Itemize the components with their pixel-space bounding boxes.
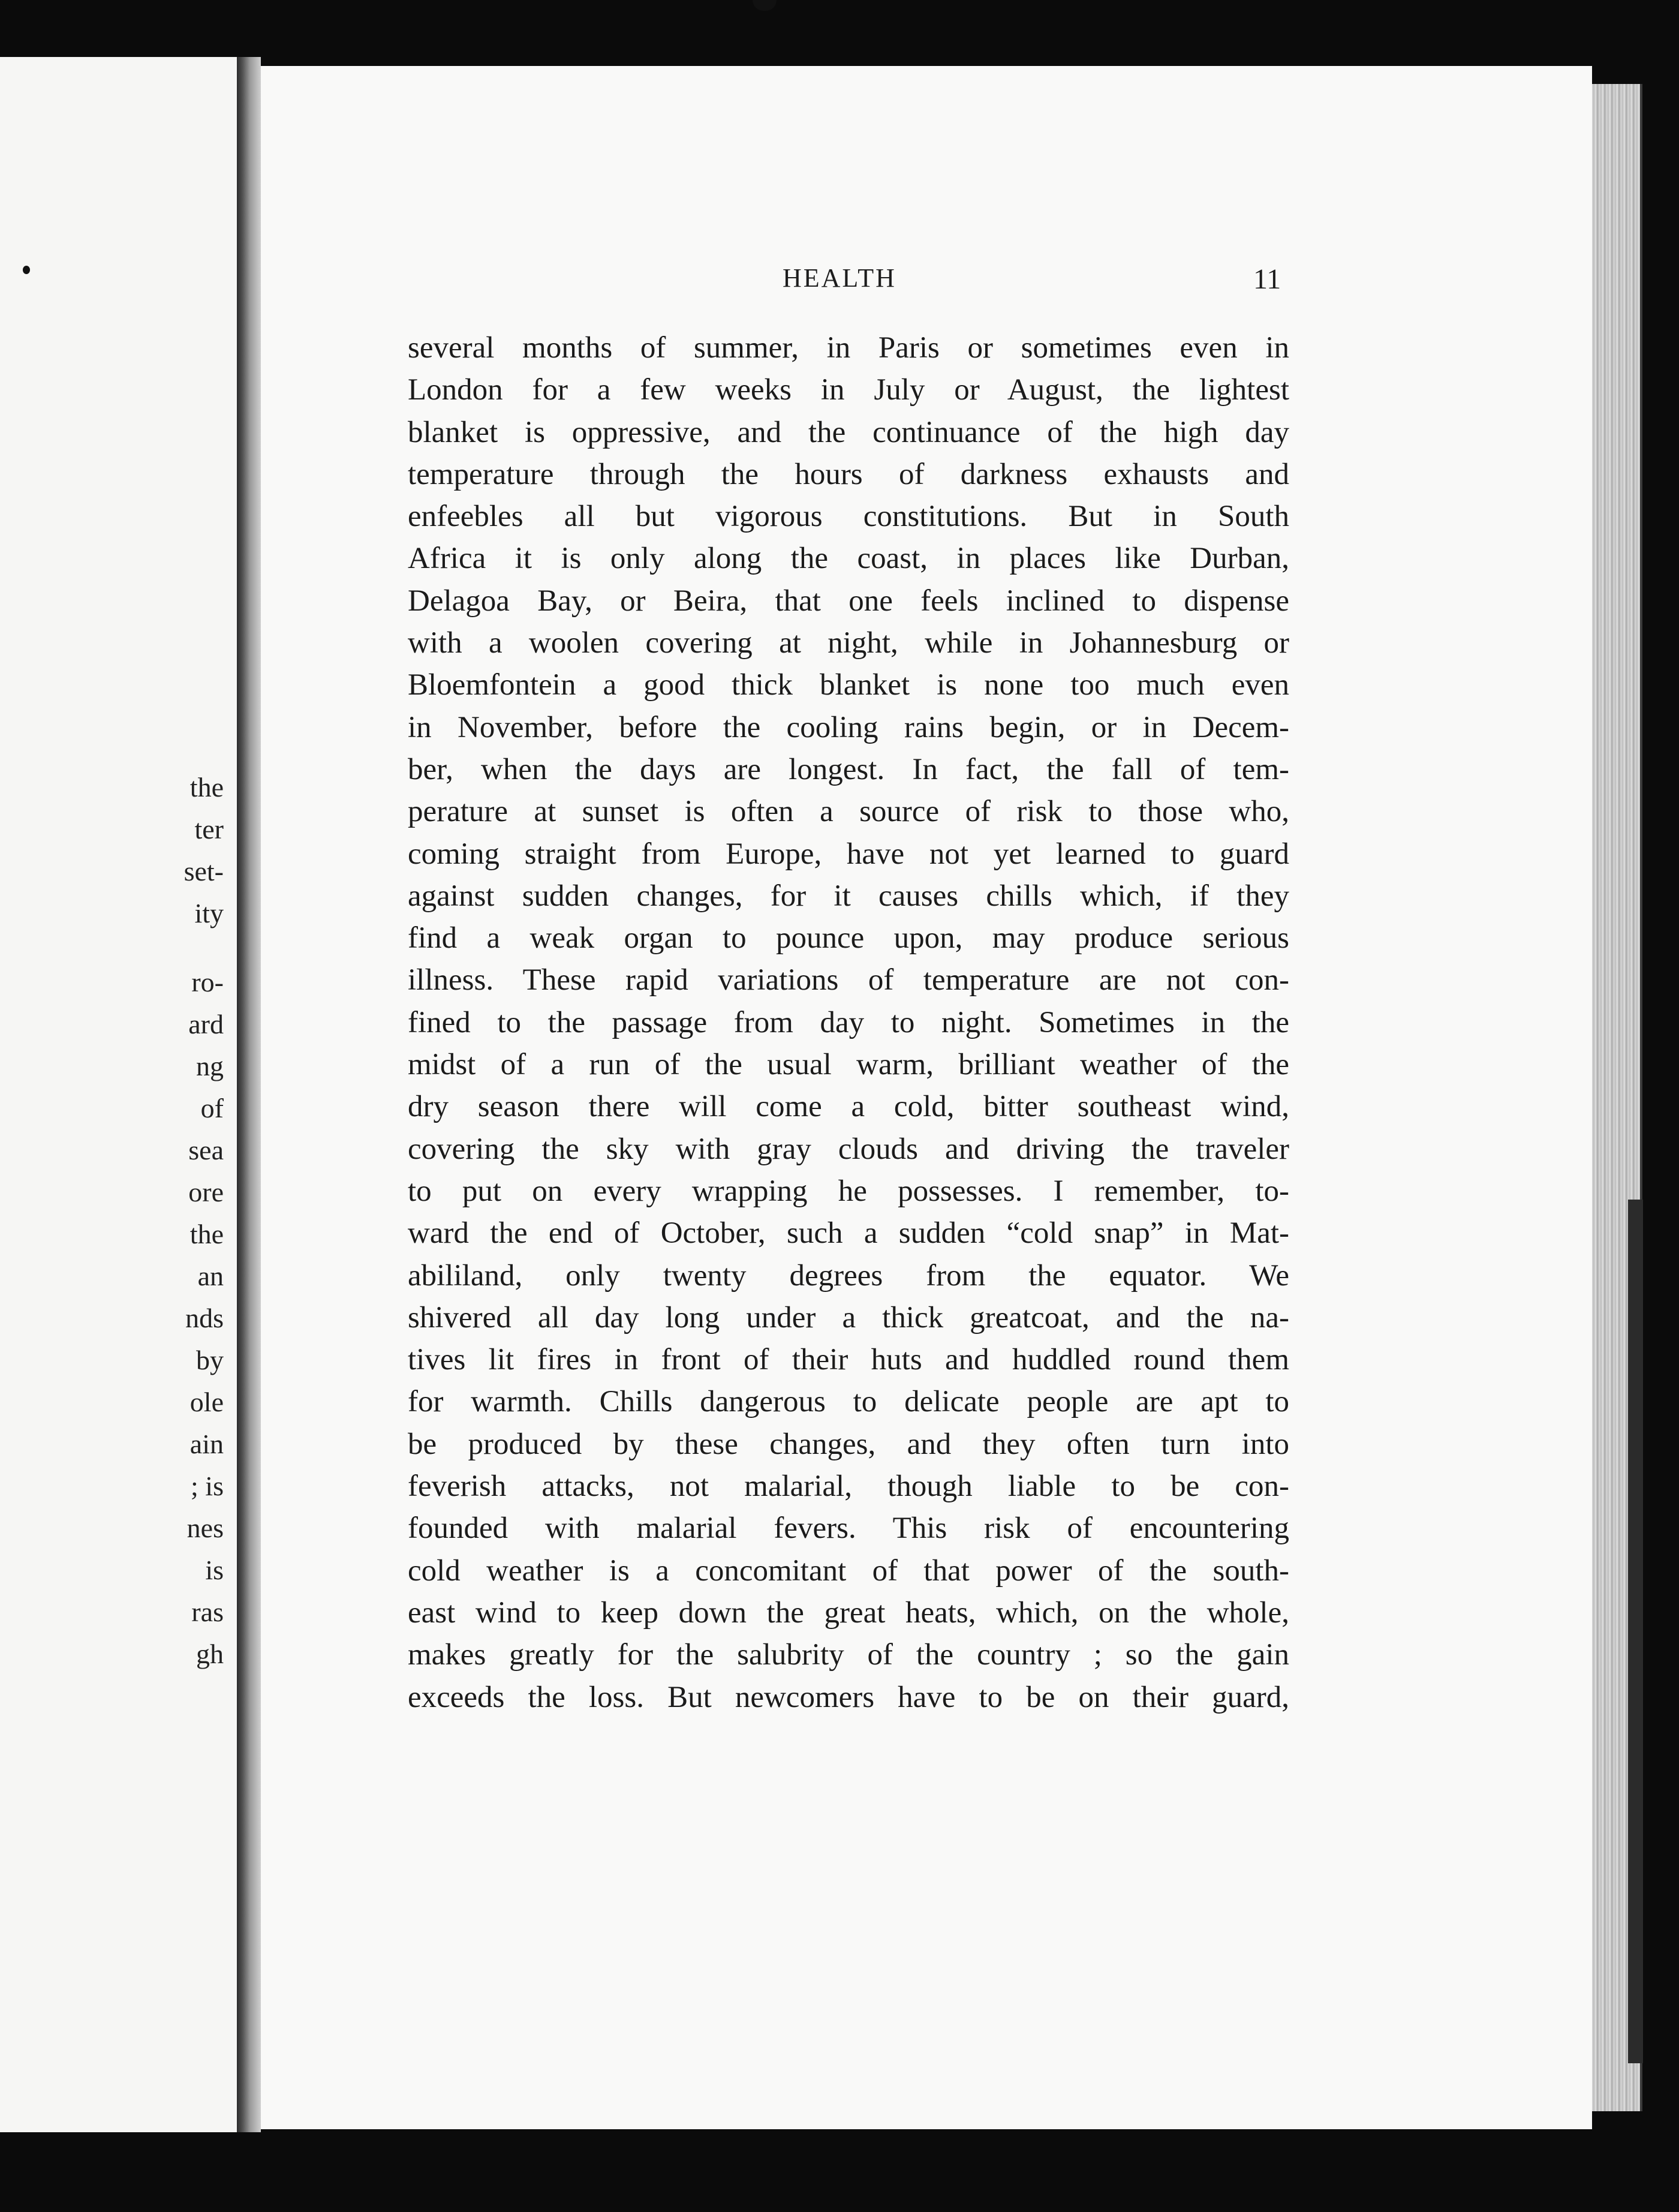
text-line: midst of a run of the usual warm, brilliant weather of the [408, 1048, 1289, 1082]
previous-page-fragment: ity [194, 898, 224, 928]
ink-dot [23, 266, 30, 274]
previous-page-fragment: gh [196, 1639, 224, 1669]
body-text [408, 327, 1289, 1718]
text-line: in November, before the cooling rains begin, or in Decem- [408, 710, 1289, 744]
previous-page-fragment: sea [188, 1135, 224, 1165]
text-line: ward the end of October, such a sudden “cold snap” in Mat- [408, 1216, 1289, 1251]
text-line: blanket is oppressive, and the continuance of the high day [408, 415, 1289, 449]
book-gutter [237, 57, 261, 2132]
previous-page-fragment: set- [183, 856, 224, 886]
page-number: 11 [1253, 263, 1281, 295]
text-line: several months of summer, in Paris or sometimes even in [408, 331, 1289, 365]
text-line: be produced by these changes, and they often turn into [408, 1427, 1289, 1461]
text-line: Bloemfontein a good thick blanket is none too much even [408, 668, 1289, 702]
running-head: HEALTH [783, 263, 896, 293]
text-line: coming straight from Europe, have not yet learned to guard [408, 837, 1289, 871]
text-line: London for a few weeks in July or August, the lightest [408, 373, 1289, 407]
previous-page-fragment: ng [196, 1051, 224, 1081]
text-line: exceeds the loss. But newcomers have to be on their guard, [408, 1680, 1289, 1714]
text-line: tives lit fires in front of their huts and huddled round them [408, 1343, 1289, 1377]
previous-page-fragment: ole [189, 1387, 224, 1417]
scan-mark [753, 0, 777, 11]
text-line: perature at sunset is often a source of risk to those who, [408, 795, 1289, 829]
text-line: enfeebles all but vigorous constitutions. But in South [408, 500, 1289, 534]
text-line: cold weather is a concomitant of that power of the south- [408, 1553, 1289, 1588]
previous-page-fragment: nds [185, 1303, 224, 1333]
previous-page-fragment: of [200, 1093, 224, 1123]
text-line: with a woolen covering at night, while in Johannesburg or [408, 626, 1289, 660]
previous-page-fragment: ain [189, 1429, 224, 1459]
previous-page-fragment: the [189, 772, 224, 803]
previous-page-fragment: the [189, 1219, 224, 1249]
text-line: feverish attacks, not malarial, though liable to be con- [408, 1469, 1289, 1504]
page-edge-shadow [1628, 1200, 1643, 2063]
previous-page-fragment: ore [188, 1177, 224, 1207]
previous-page-fragment: is [205, 1555, 224, 1585]
previous-page-fragment: an [197, 1261, 224, 1291]
previous-page-fragment: by [196, 1345, 224, 1375]
text-line: founded with malarial fevers. This risk of encountering [408, 1511, 1289, 1546]
text-line: fined to the passage from day to night. Sometimes in the [408, 1005, 1289, 1039]
previous-page-fragment: ro- [191, 967, 224, 997]
text-line: to put on every wrapping he possesses. I remember, to- [408, 1174, 1289, 1208]
text-line: Africa it is only along the coast, in places like Durban, [408, 542, 1289, 576]
text-line: for warmth. Chills dangerous to delicate people are apt to [408, 1385, 1289, 1419]
text-line: east wind to keep down the great heats, which, on the whole, [408, 1595, 1289, 1630]
text-line: dry season there will come a cold, bitter southeast wind, [408, 1090, 1289, 1124]
previous-page-fragment: ard [188, 1009, 224, 1039]
previous-page-fragment: nes [186, 1513, 224, 1543]
text-line: abililand, only twenty degrees from the equator. We [408, 1258, 1289, 1293]
text-line: Delagoa Bay, or Beira, that one feels inclined to dispense [408, 584, 1289, 618]
text-line: makes greatly for the salubrity of the country ; so the gain [408, 1638, 1289, 1672]
text-line: temperature through the hours of darkness exhausts and [408, 457, 1289, 491]
previous-page-fragment: ras [191, 1597, 224, 1627]
previous-page-fragment: ; is [191, 1471, 224, 1501]
text-line: find a weak organ to pounce upon, may produce serious [408, 921, 1289, 955]
text-line: illness. These rapid variations of temperature are not con- [408, 963, 1289, 997]
previous-page [0, 57, 240, 2132]
text-line: shivered all day long under a thick greatcoat, and the na- [408, 1300, 1289, 1335]
previous-page-fragment: ter [194, 814, 224, 844]
text-line: against sudden changes, for it causes chills which, if they [408, 879, 1289, 913]
text-line: covering the sky with gray clouds and driving the traveler [408, 1132, 1289, 1166]
text-line: ber, when the days are longest. In fact, the fall of tem- [408, 752, 1289, 786]
